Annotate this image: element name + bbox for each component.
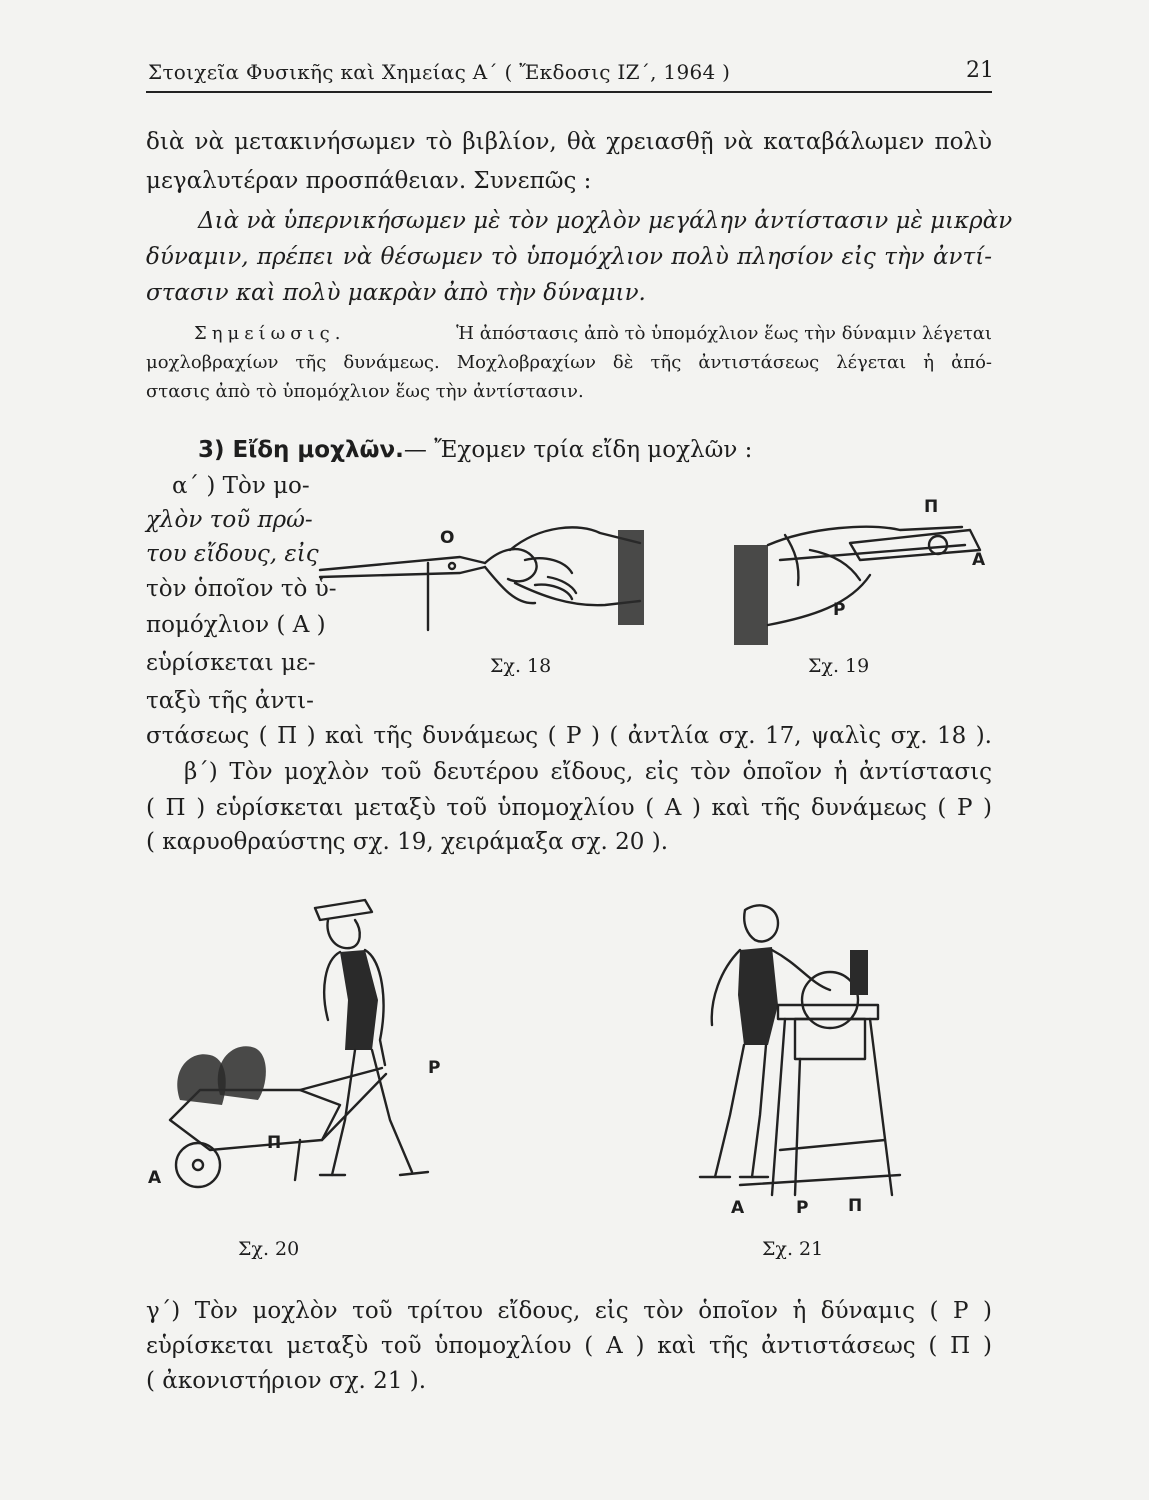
note-line-2: μοχλοβραχίων τῆς δυνάμεως. Μοχλοβραχίων δὲ τῆς ἀντιστάσεως λέγεται ἡ ἀπό- [146, 352, 992, 373]
note-line-3: στασις ἀπὸ τὸ ὑπομόχλιον ἕως τὴν ἀντίστασιν. [146, 381, 584, 402]
note-label: Σημείωσις. [194, 323, 346, 344]
fig19-label-p: Π [924, 497, 939, 517]
first-kind-last-line: στάσεως ( Π ) καὶ τῆς δυνάμεως ( Ρ ) ( ἀντλία σχ. 17, ψαλὶς σχ. 18 ). [146, 723, 992, 749]
note-text-1: Ἡ ἀπόστασις ἀπὸ τὸ ὑπομόχλιον ἕως τὴν δύναμιν λέγεται [456, 323, 992, 344]
figure-20-wheelbarrow-drawing [150, 890, 470, 1190]
first-kind-col-4: τὸν ὁποῖον τὸ ὑ- [146, 576, 337, 602]
note-line-1 [146, 323, 992, 344]
second-kind-line-3: ( καρυοθραύστης σχ. 19, χειράμαξα σχ. 20 ). [146, 829, 669, 855]
rule-line-1: Διὰ νὰ ὑπερνικήσωμεν μὲ τὸν μοχλὸν μεγάλην ἀντίστασιν μὲ μικρὰν [198, 208, 1013, 234]
section-heading-rest: — Ἔχομεν τρία εἴδη μοχλῶν : [403, 437, 753, 463]
first-kind-col-7: ταξὺ τῆς ἀντι- [146, 688, 314, 714]
figure-18-scissors-drawing [310, 515, 640, 645]
rule-line-2: δύναμιν, πρέπει νὰ θέσωμεν τὸ ὑπομόχλιον πολὺ πλησίον εἰς τὴν ἀντί- [146, 244, 992, 270]
first-kind-col-3: του εἴδους, εἰς [146, 541, 319, 567]
running-header-title: Στοιχεῖα Φυσικῆς καὶ Χημείας Α΄ ( Ἔκδοσις ΙΖ΄, 1964 ) [148, 60, 731, 84]
fig19-label-a: Α [972, 550, 986, 570]
first-kind-col-1: α΄ ) Τὸν μο- [172, 473, 310, 499]
fig21-caption: Σχ. 21 [762, 1238, 824, 1260]
second-kind-line-2: ( Π ) εὑρίσκεται μεταξὺ τοῦ ὑπομοχλίου ( Α ) καὶ τῆς δυνάμεως ( Ρ ) [146, 795, 992, 821]
first-kind-col-2: χλὸν τοῦ πρώ- [146, 507, 313, 533]
first-kind-col-5: πομόχλιον ( Α ) [146, 612, 326, 638]
third-kind-line-2: εὑρίσκεται μεταξὺ τοῦ ὑπομοχλίου ( Α ) καὶ τῆς ἀντιστάσεως ( Π ) [146, 1333, 992, 1359]
third-kind-line-1: γ΄) Τὸν μοχλὸν τοῦ τρίτου εἴδους, εἰς τὸν ὁποῖον ἡ δύναμις ( Ρ ) [146, 1298, 992, 1324]
fig21-label-a: Α [731, 1198, 745, 1218]
fig19-caption: Σχ. 19 [808, 655, 870, 677]
fig20-label-p: Π [267, 1133, 282, 1153]
fig20-label-r: Ρ [428, 1058, 441, 1078]
figure-19-nutcracker-drawing [700, 505, 990, 645]
fig19-label-r: Ρ [833, 600, 846, 620]
intro-line-1: διὰ νὰ μετακινήσωμεν τὸ βιβλίον, θὰ χρειασθῇ νὰ καταβάλωμεν πολὺ [146, 129, 992, 155]
fig20-label-a: Α [148, 1168, 162, 1188]
fig18-label-o: Ο [440, 528, 455, 548]
fig21-label-p: Π [848, 1196, 863, 1216]
header-rule [146, 91, 992, 93]
fig18-caption: Σχ. 18 [490, 655, 552, 677]
page-number: 21 [966, 58, 994, 83]
section-heading: 3) Εἴδη μοχλῶν. [198, 437, 404, 463]
section-heading-line [146, 437, 992, 463]
intro-line-2: μεγαλυτέραν προσπάθειαν. Συνεπῶς : [146, 168, 592, 194]
second-kind-line-1: β΄) Τὸν μοχλὸν τοῦ δευτέρου εἴδους, εἰς τὸν ὁποῖον ἡ ἀντίστασις [184, 759, 992, 785]
third-kind-line-3: ( ἀκονιστήριον σχ. 21 ). [146, 1368, 427, 1394]
rule-line-3: στασιν καὶ πολὺ μακρὰν ἀπὸ τὴν δύναμιν. [146, 280, 646, 306]
fig20-caption: Σχ. 20 [238, 1238, 300, 1260]
fig21-label-r: Ρ [796, 1198, 809, 1218]
first-kind-col-6: εὑρίσκεται με- [146, 650, 316, 676]
figure-21-grindstone-drawing [660, 895, 900, 1195]
